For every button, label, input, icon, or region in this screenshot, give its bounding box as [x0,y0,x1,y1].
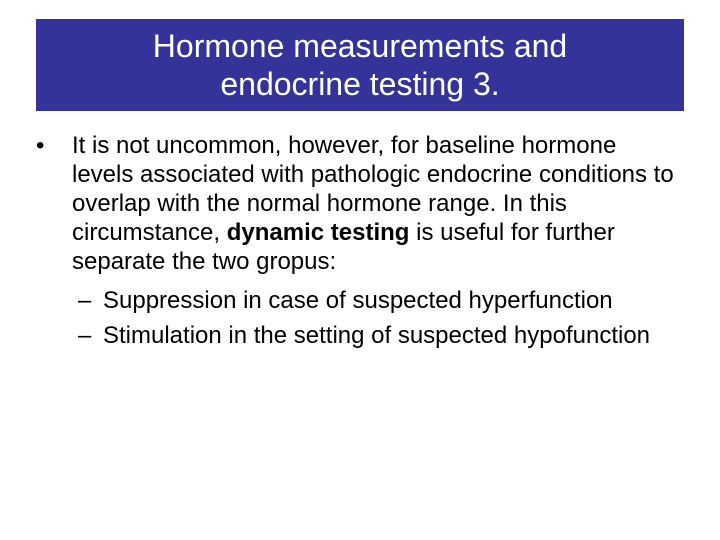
sub-bullet-marker: – [78,287,92,314]
title-banner [36,19,684,111]
slide-title-line-1: Hormone measurements and [152,28,568,64]
sub-bullet-list [36,286,684,351]
sub-bullet-text: Suppression in case of suspected hyperfunction [103,287,613,314]
bullet-text [72,132,680,275]
bullet-text-after-bold: is useful for further separate the two gropus: [72,219,622,275]
bullet-text-bold: dynamic testing [226,219,410,246]
slide-content [36,131,684,356]
sub-bullet-item [36,321,684,351]
sub-bullet-marker: – [78,322,92,349]
sub-bullet-item [36,286,684,316]
main-bullet [36,131,684,276]
bullet-marker: • [36,132,45,159]
bullet-text-before-bold: It is not uncommon, however, for baseline hormone levels associated with pathologic endocrine conditions to overlap with the normal hormone range. In this circumstance, [72,132,681,246]
sub-bullet-text: Stimulation in the setting of suspected hypofunction [103,322,651,349]
slide-title-line-2: endocrine testing 3. [220,66,500,102]
